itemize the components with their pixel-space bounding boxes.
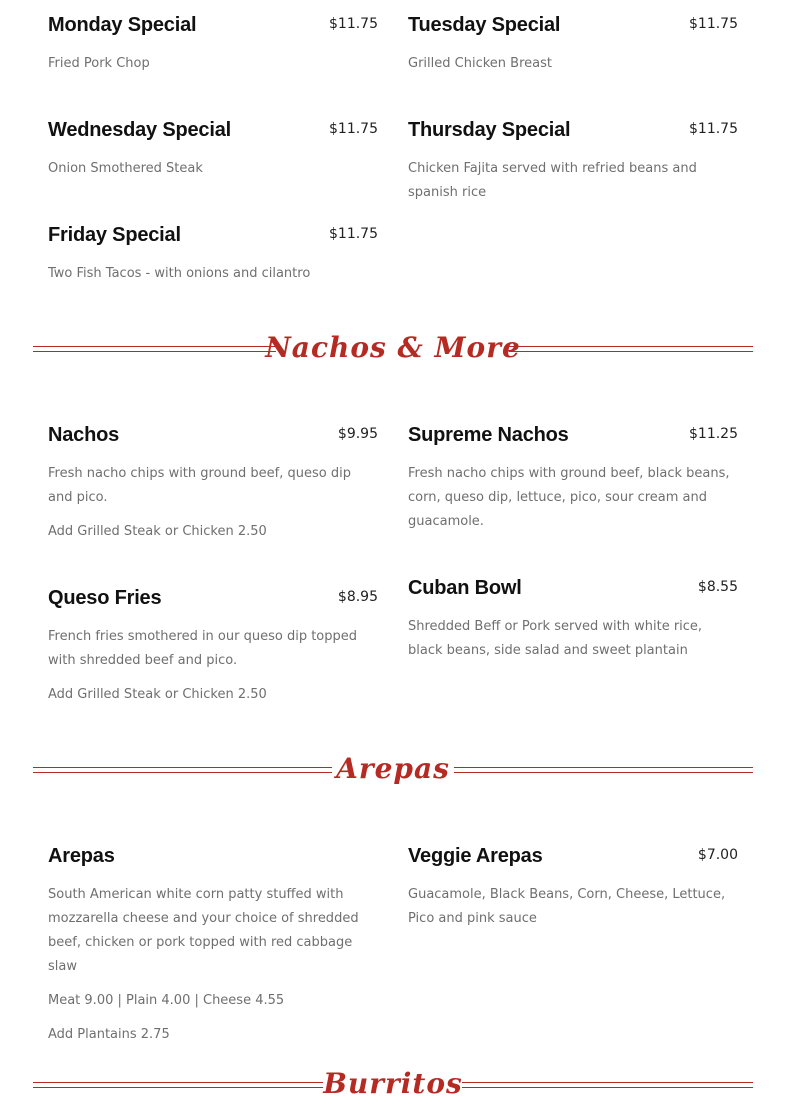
menu-item-wednesday-special	[48, 111, 378, 181]
item-name: Cuban Bowl	[408, 577, 522, 599]
item-note: Add Grilled Steak or Chicken 2.50	[48, 687, 267, 702]
item-description: French fries smothered in our queso dip topped with shredded beef and pico.	[48, 629, 358, 668]
section-header-nachos	[33, 328, 753, 372]
menu-item-thursday-special	[408, 111, 738, 205]
menu-item-cuban-bowl	[408, 569, 738, 663]
item-price: $9.95	[337, 426, 378, 442]
divider-right	[454, 767, 753, 773]
item-name: Nachos	[48, 424, 120, 446]
item-description: Shredded Beff or Pork served with white rice, black beans, side salad and sweet plantain	[408, 619, 703, 658]
divider-right	[462, 1082, 753, 1088]
item-name: Arepas	[48, 845, 115, 867]
item-description: South American white corn patty stuffed with mozzarella cheese and your choice of shredded beef, chicken or pork topped with red cabbage slaw	[48, 887, 359, 974]
item-name: Thursday Special	[408, 119, 571, 141]
item-description: Two Fish Tacos - with onions and cilantro	[48, 266, 311, 281]
item-price: $11.75	[329, 226, 378, 242]
section-title: Arepas	[336, 752, 450, 785]
menu-item-nachos	[48, 416, 378, 544]
item-name: Monday Special	[48, 14, 197, 36]
menu-item-friday-special	[48, 216, 378, 286]
item-name: Queso Fries	[48, 587, 162, 609]
item-name: Supreme Nachos	[408, 424, 569, 446]
item-note-prices: Meat 9.00 | Plain 4.00 | Cheese 4.55	[48, 993, 285, 1008]
item-description: Onion Smothered Steak	[48, 161, 203, 176]
item-description: Fried Pork Chop	[48, 56, 150, 71]
item-price: $11.25	[689, 426, 738, 442]
section-title: Burritos	[323, 1067, 463, 1100]
item-price: $11.75	[689, 121, 738, 137]
item-note: Add Grilled Steak or Chicken 2.50	[48, 524, 267, 539]
item-description: Chicken Fajita served with refried beans and spanish rice	[408, 161, 697, 200]
item-name: Tuesday Special	[408, 14, 561, 36]
item-price: $8.55	[697, 579, 738, 595]
section-header-arepas	[33, 749, 753, 793]
menu-item-supreme-nachos	[408, 416, 738, 534]
item-name: Veggie Arepas	[408, 845, 543, 867]
item-price: $8.95	[337, 589, 378, 605]
item-description: Grilled Chicken Breast	[408, 56, 552, 71]
item-price: $7.00	[697, 847, 738, 863]
item-price: $11.75	[329, 121, 378, 137]
item-price: $11.75	[329, 16, 378, 32]
item-note-addon: Add Plantains 2.75	[48, 1027, 170, 1042]
menu-item-veggie-arepas	[408, 837, 738, 931]
menu-item-queso-fries	[48, 579, 378, 707]
divider-right	[509, 346, 753, 352]
item-price: $11.75	[689, 16, 738, 32]
item-description: Guacamole, Black Beans, Corn, Cheese, Lettuce, Pico and pink sauce	[408, 887, 726, 926]
menu-item-arepas	[48, 837, 378, 1047]
menu-item-tuesday-special	[408, 6, 738, 76]
item-name: Friday Special	[48, 224, 181, 246]
item-name: Wednesday Special	[48, 119, 231, 141]
item-description: Fresh nacho chips with ground beef, queso dip and pico.	[48, 466, 351, 505]
section-title: Nachos & More	[265, 331, 521, 364]
item-description: Fresh nacho chips with ground beef, black beans, corn, queso dip, lettuce, pico, sour cream and guacamole.	[408, 466, 730, 529]
section-header-burritos	[33, 1064, 753, 1108]
menu-item-monday-special	[48, 6, 378, 76]
